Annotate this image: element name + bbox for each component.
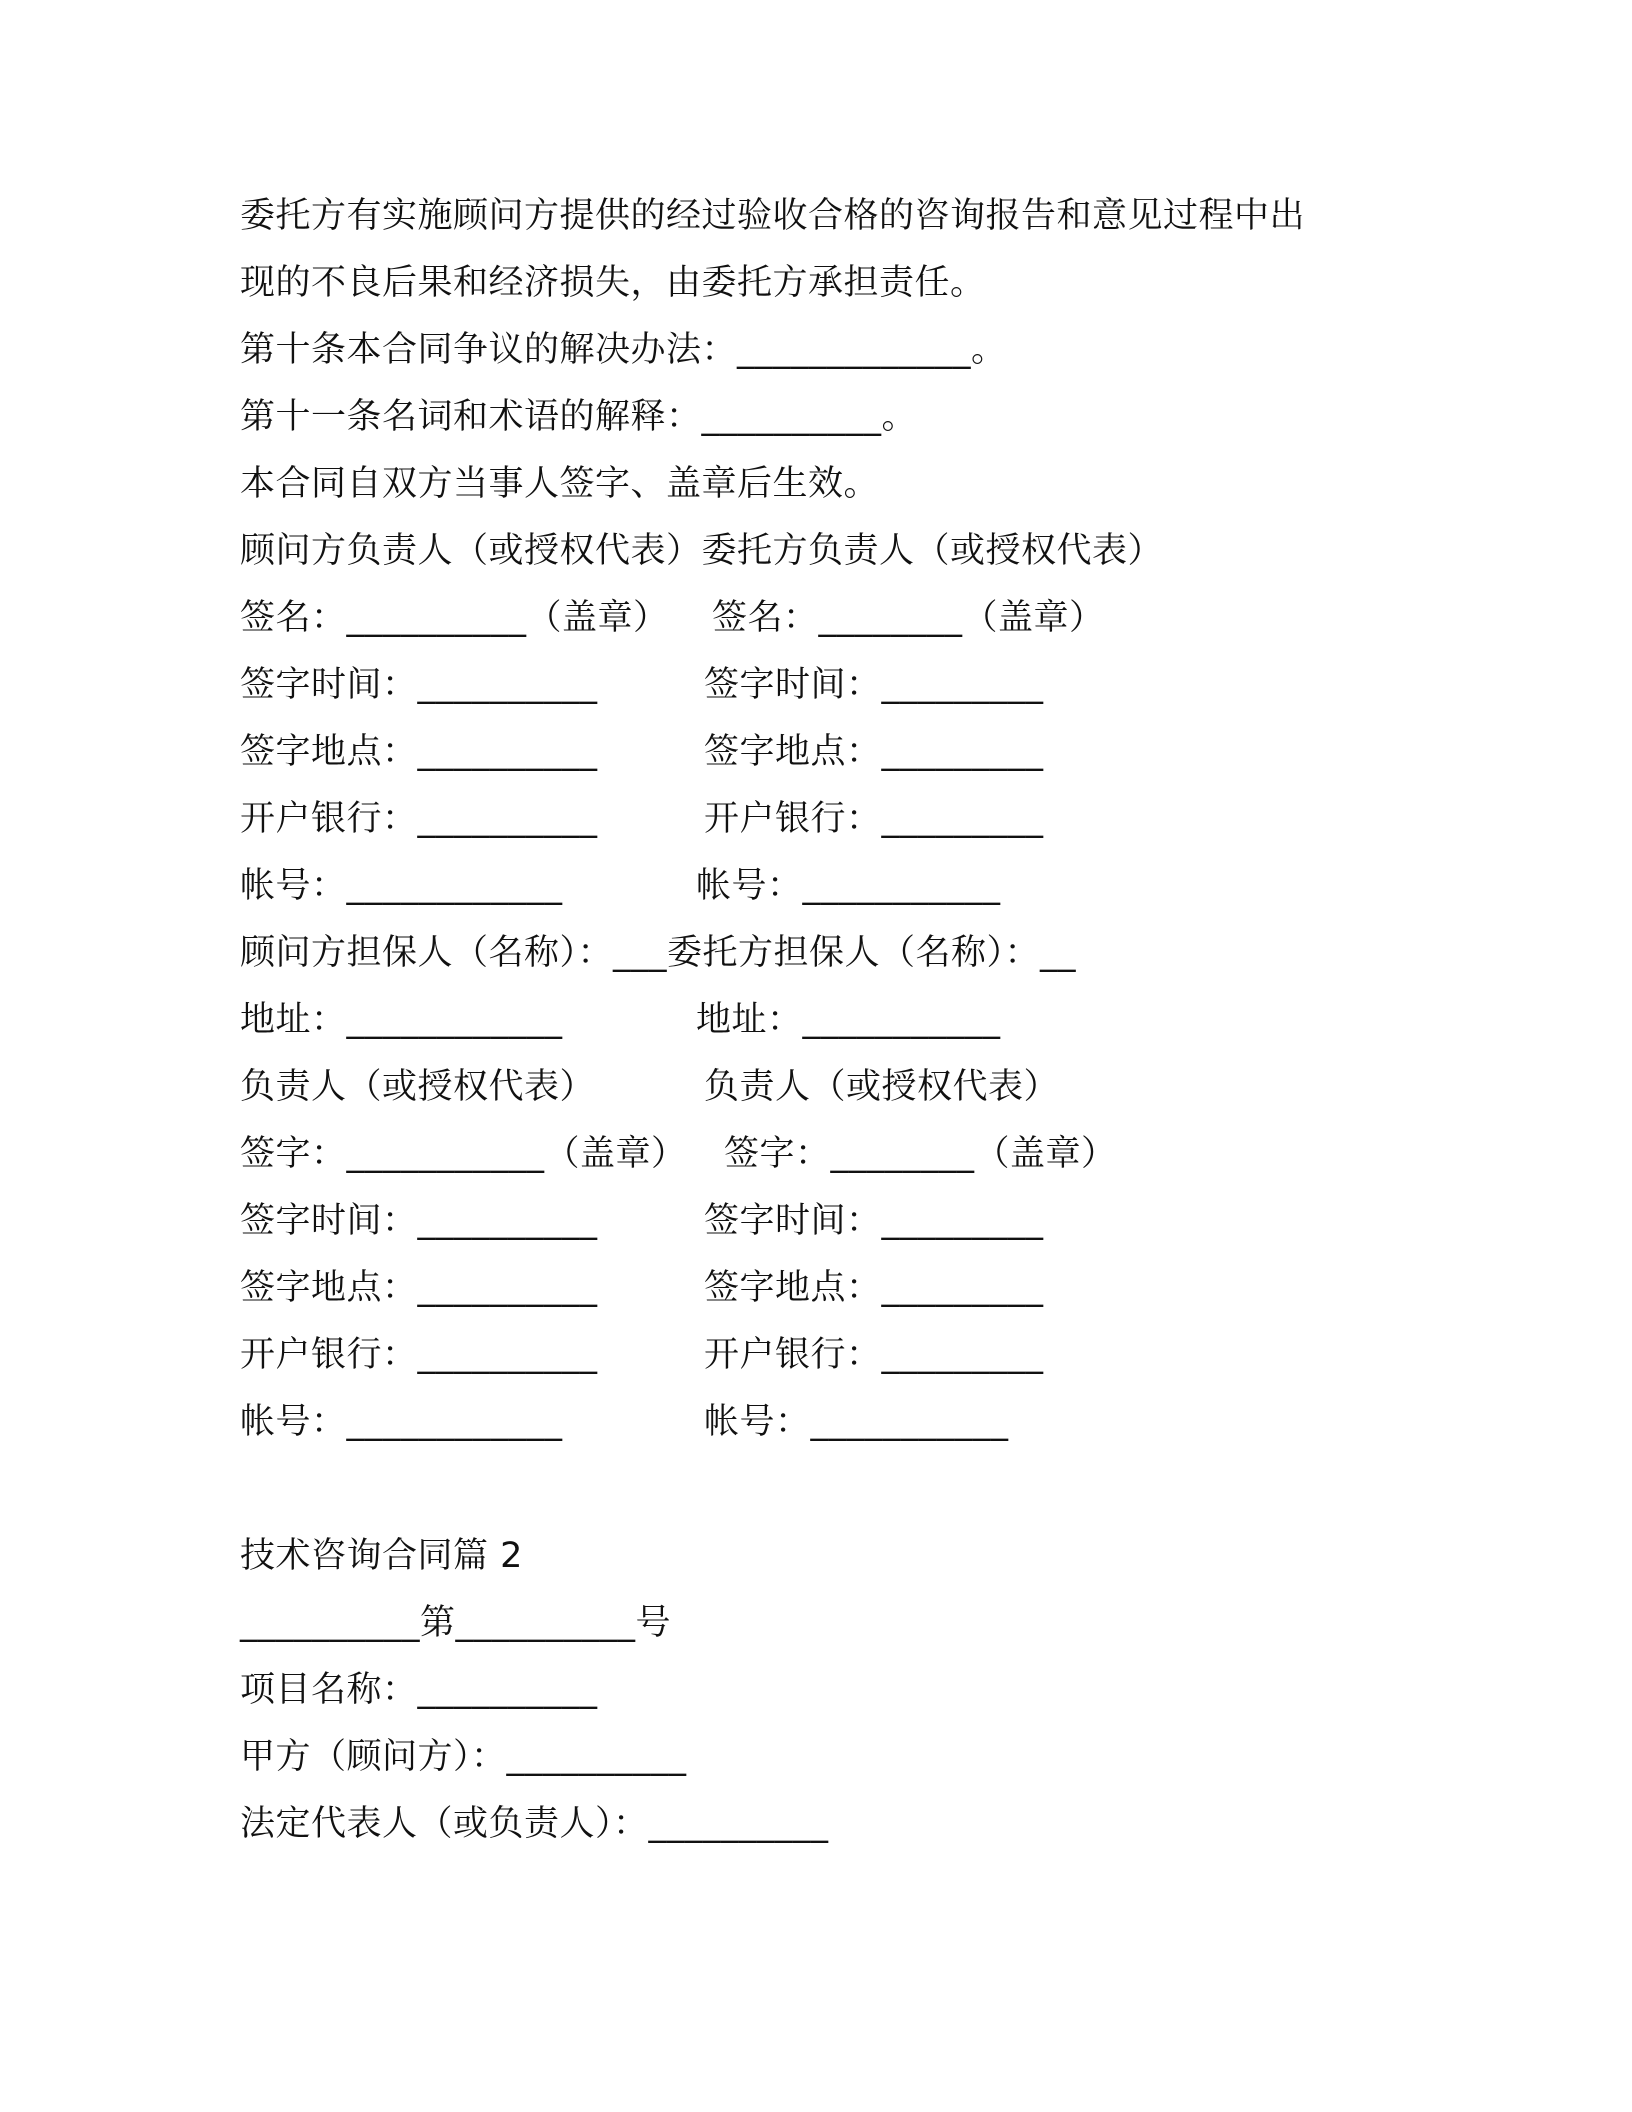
bank-right: 开户银行：_________ (704, 1335, 1044, 1375)
account-left: 帐号：____________ (240, 1402, 563, 1442)
responsible-right: 负责人（或授权代表） (704, 1067, 1060, 1107)
article-11: 第十一条名词和术语的解释：__________。 (240, 397, 918, 437)
project-name: 项目名称：__________ (240, 1670, 598, 1710)
address-right: 地址：___________ (696, 1000, 1001, 1040)
sign-left: 签名：__________（盖章） (240, 598, 669, 638)
account-right: 帐号：___________ (696, 866, 1001, 906)
account-left: 帐号：____________ (240, 866, 563, 906)
paragraph-line: 委托方有实施顾问方提供的经过验收合格的咨询报告和意见过程中出 (240, 196, 1306, 236)
effective-clause: 本合同自双方当事人签字、盖章后生效。 (240, 464, 880, 504)
article-10: 第十条本合同争议的解决办法：_____________。 (240, 330, 1007, 370)
sign-right: 签名：________（盖章） (712, 598, 1105, 638)
representative-heading: 顾问方负责人（或授权代表）委托方负责人（或授权代表） (240, 531, 1164, 571)
sign-time-right: 签字时间：_________ (704, 1201, 1044, 1241)
contract-number: __________第__________号 (240, 1603, 672, 1643)
legal-representative: 法定代表人（或负责人）：__________ (240, 1804, 829, 1844)
responsible-left: 负责人（或授权代表） (240, 1067, 596, 1107)
sign-time-left: 签字时间：__________ (240, 1201, 598, 1241)
sign-place-right: 签字地点：_________ (704, 1268, 1044, 1308)
sign-place-left: 签字地点：__________ (240, 1268, 598, 1308)
sign-place-left: 签字地点：__________ (240, 732, 598, 772)
paragraph-line: 现的不良后果和经济损失，由委托方承担责任。 (240, 263, 986, 303)
sign-time-right: 签字时间：_________ (704, 665, 1044, 705)
sign-place-right: 签字地点：_________ (704, 732, 1044, 772)
address-left: 地址：____________ (240, 1000, 563, 1040)
section-title: 技术咨询合同篇 2 (240, 1536, 523, 1576)
party-a: 甲方（顾问方）：__________ (240, 1737, 687, 1777)
bank-left: 开户银行：__________ (240, 799, 598, 839)
bank-left: 开户银行：__________ (240, 1335, 598, 1375)
sign-right: 签字：________（盖章） (724, 1134, 1117, 1174)
sign-time-left: 签字时间：__________ (240, 665, 598, 705)
sign-left: 签字：___________（盖章） (240, 1134, 687, 1174)
account-right: 帐号：___________ (704, 1402, 1009, 1442)
bank-right: 开户银行：_________ (704, 799, 1044, 839)
guarantor-heading: 顾问方担保人（名称）：___委托方担保人（名称）：__ (240, 933, 1077, 973)
